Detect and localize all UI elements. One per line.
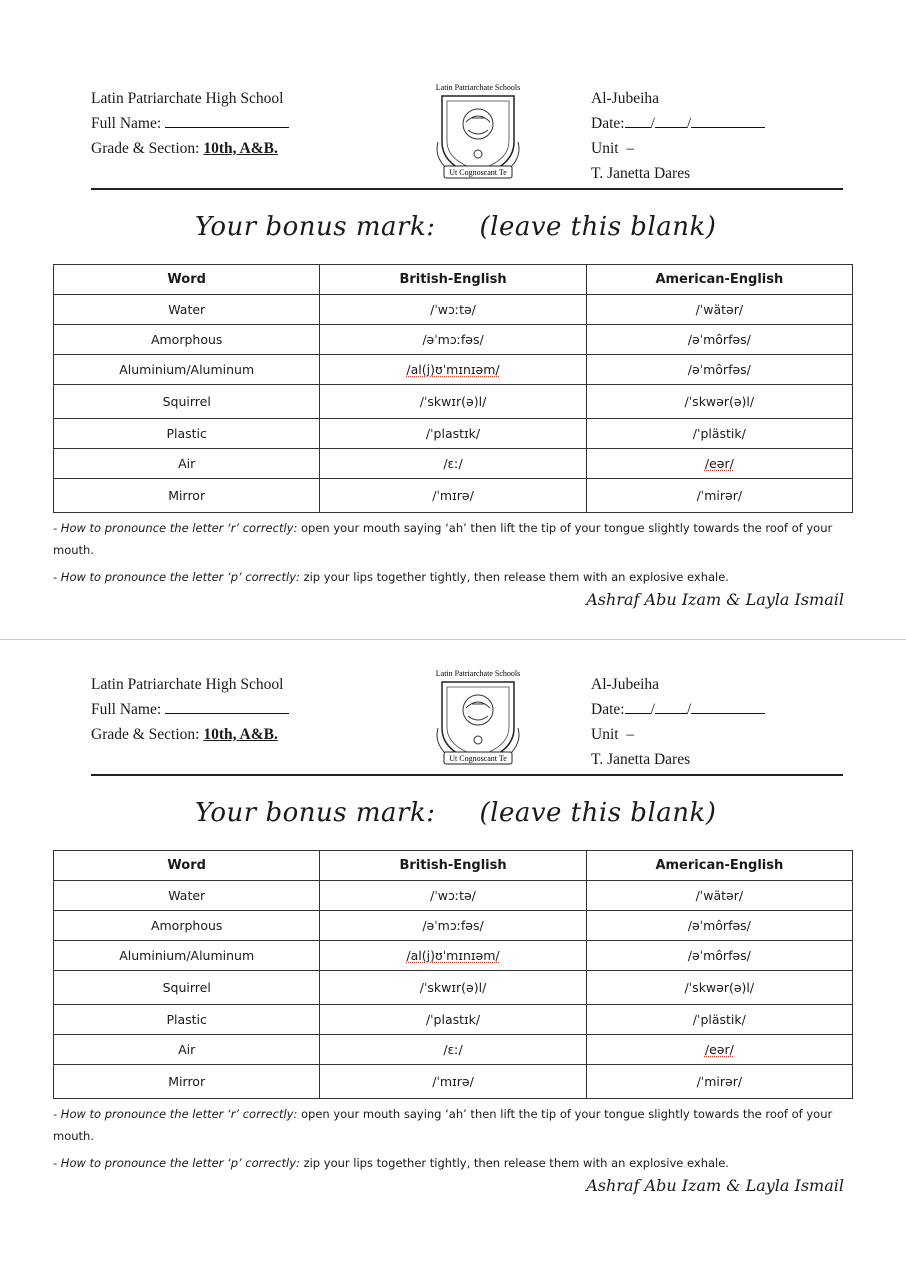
american-cell: /əˈmôrfəs/: [586, 355, 852, 385]
word-cell: Water: [54, 295, 320, 325]
pronunciation-notes: [53, 517, 853, 588]
british-cell: /ˈplastɪk/: [320, 419, 586, 449]
grade-row: [91, 722, 289, 747]
word-cell: Plastic: [54, 419, 320, 449]
header-rule: [91, 774, 843, 776]
word-cell: Aluminium/Aluminum: [54, 941, 320, 971]
header-right: [591, 672, 765, 772]
unit-row: [591, 136, 765, 161]
note-p: [53, 1152, 853, 1174]
british-cell: /ɛː/: [320, 1035, 586, 1065]
british-cell: /ˈplastɪk/: [320, 1005, 586, 1035]
american-pron: /eər/: [704, 1042, 734, 1057]
grade-value: 10th, A&B.: [203, 726, 278, 743]
column-header-american: American-English: [586, 851, 852, 881]
date-row: [591, 111, 765, 136]
bonus-note: (leave this blank): [479, 212, 717, 242]
date-sep: /: [686, 701, 692, 718]
table-row: [54, 385, 853, 419]
american-cell: /ˈwätər/: [586, 881, 852, 911]
note-r: [53, 1103, 853, 1147]
date-month-blank[interactable]: [655, 115, 687, 128]
full-name-blank[interactable]: [165, 701, 289, 714]
american-cell: /ˈplästik/: [586, 419, 852, 449]
word-cell: Mirror: [54, 479, 320, 513]
column-header-word: Word: [54, 851, 320, 881]
note-p-text: zip your lips together tightly, then release them with an explosive exhale.: [299, 1156, 729, 1170]
british-pron: /al(j)ʊˈmɪnɪəm/: [406, 362, 500, 377]
column-header-british: British-English: [320, 265, 586, 295]
table-row: [54, 911, 853, 941]
word-cell: Squirrel: [54, 385, 320, 419]
table-row: [54, 1035, 853, 1065]
school-name: Latin Patriarchate High School: [91, 90, 284, 107]
british-cell: /əˈmɔːfəs/: [320, 325, 586, 355]
british-cell: /ˈmɪrə/: [320, 1065, 586, 1099]
crest-top-text: Latin Patriarchate Schools: [435, 83, 521, 92]
american-cell: /ˈplästik/: [586, 1005, 852, 1035]
date-row: [591, 697, 765, 722]
note-p-intro: - How to pronounce the letter ‘p’ correctly:: [53, 1156, 300, 1170]
table-row: [54, 881, 853, 911]
date-year-blank[interactable]: [691, 115, 765, 128]
crest-motto-text: Ut Cognoscant Te: [449, 754, 507, 763]
american-pron: /eər/: [704, 456, 734, 471]
date-label: Date:: [591, 701, 625, 718]
table-row: [54, 325, 853, 355]
british-cell: /ˈskwɪr(ə)l/: [320, 385, 586, 419]
full-name-label: Full Name:: [91, 115, 162, 132]
table-row: [54, 479, 853, 513]
column-header-british: British-English: [320, 851, 586, 881]
worksheet-top: [0, 52, 906, 639]
date-label: Date:: [591, 115, 625, 132]
note-r: [53, 517, 853, 561]
word-cell: Squirrel: [54, 971, 320, 1005]
full-name-blank[interactable]: [165, 115, 289, 128]
table-row: [54, 971, 853, 1005]
teacher-name: T. Janetta Dares: [591, 165, 691, 182]
table-row: [54, 941, 853, 971]
unit-label: Unit: [591, 140, 619, 157]
bonus-mark: [195, 212, 716, 242]
date-day-blank[interactable]: [625, 701, 651, 714]
note-r-text: open your mouth saying ‘ah’ then lift the tip of your tongue slightly towards the roof of your mouth.: [53, 521, 833, 557]
unit-dash: –: [626, 726, 635, 743]
american-cell: /əˈmôrfəs/: [586, 911, 852, 941]
american-cell: /əˈmôrfəs/: [586, 941, 852, 971]
note-r-text: open your mouth saying ‘ah’ then lift the tip of your tongue slightly towards the roof of your mouth.: [53, 1107, 833, 1143]
grade-value: 10th, A&B.: [203, 140, 278, 157]
table-header-row: [54, 851, 853, 881]
british-pron: /al(j)ʊˈmɪnɪəm/: [406, 948, 500, 963]
header-left: [91, 672, 289, 747]
british-cell: /ˈmɪrə/: [320, 479, 586, 513]
word-cell: Water: [54, 881, 320, 911]
grade-row: [91, 136, 289, 161]
crest-motto-text: Ut Cognoscant Te: [449, 168, 507, 177]
school-crest-icon: [430, 668, 526, 772]
table-row: [54, 355, 853, 385]
header-rule: [91, 188, 843, 190]
word-cell: Air: [54, 449, 320, 479]
table-row: [54, 419, 853, 449]
date-sep: /: [650, 115, 655, 132]
british-cell: [320, 941, 586, 971]
teacher-name: T. Janetta Dares: [591, 751, 691, 768]
date-day-blank[interactable]: [625, 115, 651, 128]
full-name-label: Full Name:: [91, 701, 162, 718]
table-row: [54, 295, 853, 325]
grade-label: Grade & Section:: [91, 140, 200, 157]
note-p-text: zip your lips together tightly, then release them with an explosive exhale.: [299, 570, 729, 584]
word-cell: Amorphous: [54, 911, 320, 941]
american-cell: [586, 1035, 852, 1065]
worksheet-bottom: [0, 638, 906, 1225]
american-cell: /ˈwätər/: [586, 295, 852, 325]
american-cell: [586, 449, 852, 479]
british-cell: /əˈmɔːfəs/: [320, 911, 586, 941]
column-header-american: American-English: [586, 265, 852, 295]
bonus-note: (leave this blank): [479, 798, 717, 828]
bonus-label: Your bonus mark:: [195, 798, 436, 828]
note-r-intro: - How to pronounce the letter ‘r’ correctly:: [53, 521, 298, 535]
column-header-word: Word: [54, 265, 320, 295]
signature: Ashraf Abu Izam & Layla Ismail: [586, 590, 844, 609]
date-sep: /: [686, 115, 692, 132]
pronunciation-table: [53, 850, 853, 1099]
table-row: [54, 1065, 853, 1099]
american-cell: /əˈmôrfəs/: [586, 325, 852, 355]
grade-label: Grade & Section:: [91, 726, 200, 743]
full-name-row: [91, 111, 289, 136]
date-sep: /: [650, 701, 655, 718]
header-left: [91, 86, 289, 161]
british-cell: /ˈskwɪr(ə)l/: [320, 971, 586, 1005]
crest-top-text: Latin Patriarchate Schools: [435, 669, 521, 678]
signature: Ashraf Abu Izam & Layla Ismail: [586, 1176, 844, 1195]
school-name: Latin Patriarchate High School: [91, 676, 284, 693]
british-cell: /ɛː/: [320, 449, 586, 479]
school-crest-icon: [430, 82, 526, 186]
unit-label: Unit: [591, 726, 619, 743]
british-cell: /ˈwɔːtə/: [320, 881, 586, 911]
bonus-label: Your bonus mark:: [195, 212, 436, 242]
table-header-row: [54, 265, 853, 295]
word-cell: Mirror: [54, 1065, 320, 1099]
pronunciation-notes: [53, 1103, 853, 1174]
american-cell: /ˈmirər/: [586, 1065, 852, 1099]
unit-dash: –: [626, 140, 635, 157]
word-cell: Plastic: [54, 1005, 320, 1035]
location: Al-Jubeiha: [591, 676, 660, 693]
full-name-row: [91, 697, 289, 722]
note-p-intro: - How to pronounce the letter ‘p’ correctly:: [53, 570, 300, 584]
word-cell: Aluminium/Aluminum: [54, 355, 320, 385]
american-cell: /ˈskwər(ə)l/: [586, 385, 852, 419]
american-cell: /ˈmirər/: [586, 479, 852, 513]
table-row: [54, 1005, 853, 1035]
word-cell: Amorphous: [54, 325, 320, 355]
british-cell: [320, 355, 586, 385]
header-right: [591, 86, 765, 186]
note-r-intro: - How to pronounce the letter ‘r’ correctly:: [53, 1107, 298, 1121]
unit-row: [591, 722, 765, 747]
location: Al-Jubeiha: [591, 90, 660, 107]
american-cell: /ˈskwər(ə)l/: [586, 971, 852, 1005]
note-p: [53, 566, 853, 588]
bonus-mark: [195, 798, 716, 828]
table-row: [54, 449, 853, 479]
pronunciation-table: [53, 264, 853, 513]
date-year-blank[interactable]: [691, 701, 765, 714]
date-month-blank[interactable]: [655, 701, 687, 714]
british-cell: /ˈwɔːtə/: [320, 295, 586, 325]
word-cell: Air: [54, 1035, 320, 1065]
